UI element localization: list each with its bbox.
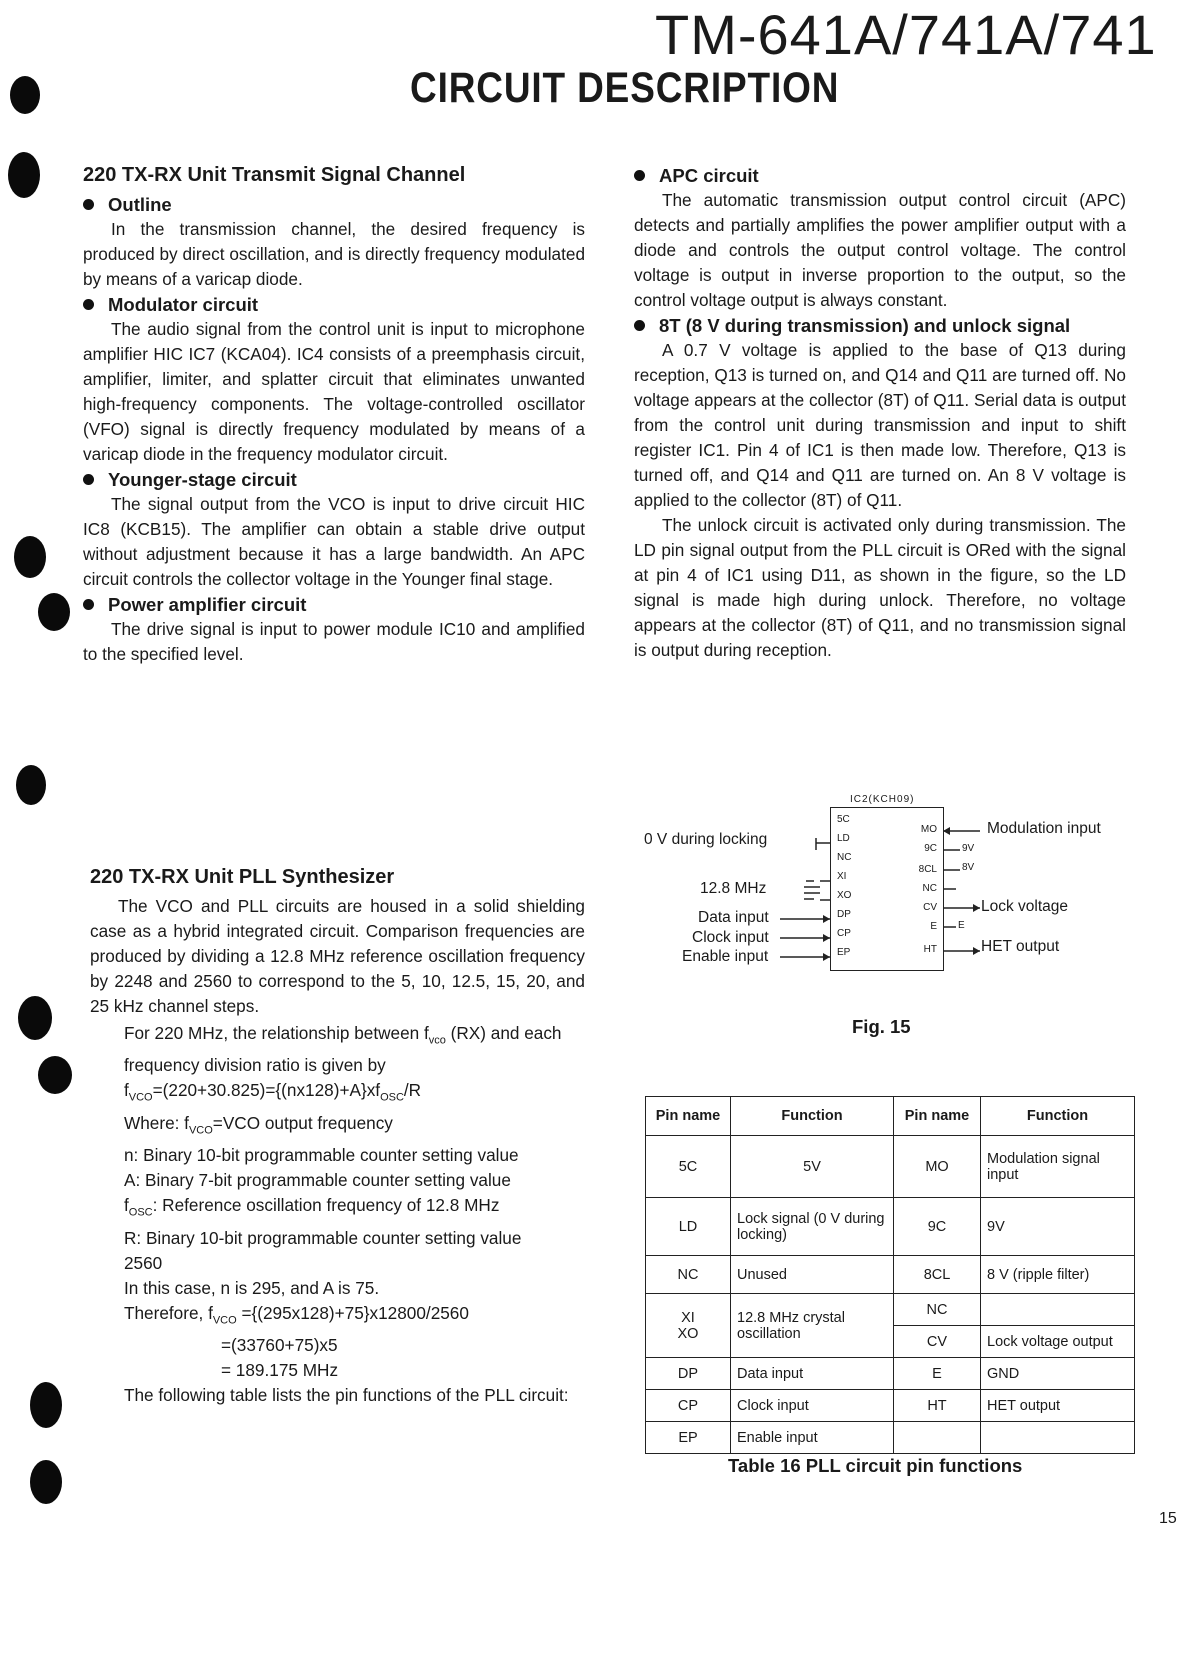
table-row: DP Data input E GND [646,1358,1135,1390]
left-column [83,163,585,667]
binder-hole-5 [16,765,46,805]
modulator-heading: Modulator circuit [83,292,585,317]
tx-heading: 220 TX-RX Unit Transmit Signal Channel [83,164,466,186]
pin-e: E [930,921,937,932]
formula-step2: =(33760+75)x5 [221,1335,338,1356]
table-row: LD Lock signal (0 V during locking) 9C 9V [646,1198,1135,1256]
formula-where: Where: $f_{VCO}=VCO$ output frequency [124,1112,393,1137]
bullet-icon [83,474,94,485]
formula-table-intro: The following table lists the pin functions of the PLL circuit: [124,1385,569,1406]
pll-text: The VCO and PLL circuits are housed in a solid shielding case as a hybrid integrated circuit. Comparison frequencies are produced by dividing a 12.8 MHz reference oscillation frequency by 2248 and 2560 to correspond to the 5, 10, 12.5, 15, 20, and 25 kHz channel steps. [90,896,585,1016]
header-pin-name-2: Pin name [894,1097,981,1136]
outline-text: In the transmission channel, the desired frequency is produced by direct oscillation, and is directly frequency modulated by means of a varicap diode. [83,219,585,289]
pin-cp: CP [837,928,851,939]
binder-hole-6 [18,996,52,1040]
formula-n: n: Binary 10-bit programmable counter setting value [124,1145,519,1166]
power-text: The drive signal is input to power module IC10 and amplified to the specified level. [83,619,585,664]
formula-a: A: Binary 7-bit programmable counter setting value [124,1170,511,1191]
header-function-2: Function [981,1097,1135,1136]
binder-hole-2 [8,152,40,198]
label-lock-voltage: Lock voltage [981,898,1069,915]
table-row: XI XO 12.8 MHz crystal oscillation NC [646,1294,1135,1326]
power-heading: Power amplifier circuit [83,592,585,617]
ic-label: IC2(KCH09) [850,794,915,805]
pll-section [90,865,585,1408]
label-clock-input: Clock input [692,929,769,946]
pll-heading: 220 TX-RX Unit PLL Synthesizer [90,866,395,888]
bullet-icon [634,170,645,181]
pin-mo: MO [920,824,937,835]
pin-ht: HT [923,944,937,955]
modulator-text: The audio signal from the control unit is input to microphone amplifier HIC IC7 (KCA04). IC4 consists of a preemphasis circuit, amplifier, limiter, and splatter circuit that eliminates unwanted high-frequency components. The voltage-controlled oscillator (VFO) signal is directly frequency modulated by means of a varicap diode in the frequency modulator circuit. [83,319,585,464]
header-pin-name: Pin name [646,1097,731,1136]
label-data-input: Data input [698,909,769,926]
unlock-heading: 8T (8 V during transmission) and unlock signal [634,313,1126,338]
label-9v: 9V [962,843,975,854]
table-row: CV Lock voltage output [646,1326,1135,1358]
pin-nc-left: NC [837,852,852,863]
table-row: 5C 5V MO Modulation signal input [646,1136,1135,1198]
label-het-output: HET output [981,938,1060,955]
younger-heading: Younger-stage circuit [83,467,585,492]
label-e: E [958,920,965,931]
pin-cv: CV [923,902,937,913]
younger-text: The signal output from the VCO is input to drive circuit HIC IC8 (KCB15). The amplifier can obtain a stable drive output without adjustment because it has a large bandwidth. An APC circuit controls the collector voltage in the Younger final stage. [83,494,585,589]
pin-8cl: 8CL [918,864,937,875]
pin-xi: XI [837,871,847,882]
binder-hole-3 [14,536,46,578]
table-caption: Table 16 PLL circuit pin functions [728,1455,1023,1476]
label-modulation-input: Modulation input [987,820,1101,837]
outline-heading: Outline [83,192,585,217]
table-row: EP Enable input [646,1422,1135,1454]
bullet-icon [634,320,645,331]
apc-heading: APC circuit [634,163,1126,188]
binder-hole-8 [30,1382,62,1428]
pin-xo: XO [837,890,852,901]
pin-ep: EP [837,947,851,958]
label-enable-input: Enable input [682,948,769,965]
table-row: NC Unused 8CL 8 V (ripple filter) [646,1256,1135,1294]
bullet-icon [83,199,94,210]
label-8v: 8V [962,862,975,873]
bullet-icon [83,299,94,310]
page-title: CIRCUIT DESCRIPTION [410,64,840,112]
unlock-text-2: The unlock circuit is activated only during transmission. The LD pin signal output from the PLL circuit is ORed with the signal at pin 4 of IC1 using D11, as shown in the figure, so the LD signal is made high during unlock. Therefore, no voltage appears at the collector (8T) of Q11, and no transmission signal is output during reception. [634,515,1126,660]
formula-r-value: 2560 [124,1252,163,1273]
header-function: Function [731,1097,894,1136]
formula-fosc: $f_{OSC}$: Reference oscillation frequency of 12.8 MHz [124,1195,500,1219]
bullet-icon [83,599,94,610]
label-12-8mhz: 12.8 MHz [700,880,767,897]
table-row: CP Clock input HT HET output [646,1390,1135,1422]
formula-r: R: Binary 10-bit programmable counter setting value [124,1227,522,1248]
model-number: TM-641A/741A/741 [655,3,1157,66]
figure-wiring [780,800,1160,980]
formula-case: In this case, n is 295, and A is 75. [124,1277,380,1298]
pll-formula-block [124,1021,585,1408]
formula-therefore: Therefore, $f_{VCO} =\{(295x128)+75\}x12800/2560$ [124,1302,469,1327]
binder-hole-7 [38,1056,72,1094]
figure-caption: Fig. 15 [852,1016,911,1037]
table-header-row [646,1097,1135,1136]
unlock-text-1: A 0.7 V voltage is applied to the base of Q13 during reception, Q13 is turned on, and Q14 and Q11 are turned off. No voltage appears at the collector (8T) of Q11. Serial data is output from the control unit during transmission and input to shift register IC1. Pin 4 of IC1 is then made low. Therefore, Q13 is turned off, and Q14 and Q11 are turned on. An 8 V voltage is applied to the collector (8T) of Q11. [634,340,1126,510]
pin-dp: DP [837,909,851,920]
pin-9c: 9C [924,843,937,854]
formula-result: = 189.175 MHz [221,1360,339,1381]
pin-5c: 5C [837,814,850,825]
page-number: 15 [1159,1510,1177,1527]
binder-hole-4 [38,593,70,631]
formula-intro: For 220 MHz, the relationship between $f_{vco}$ (RX) and each frequency division ratio is given by [124,1023,562,1076]
apc-text: The automatic transmission output control circuit (APC) detects and partially amplifies the power amplifier output with a diode and controls the output control voltage. The control voltage is output in inverse proportion to the output, so the control voltage output is always constant. [634,190,1126,310]
binder-hole-9 [30,1460,62,1504]
label-locking: 0 V during locking [644,831,768,848]
formula-main: $f_{VCO}=(220+30.825)=\{(nx128)+A\}xf_{OSC}/R$ [124,1080,422,1104]
pin-nc-right: NC [922,883,937,894]
right-column [634,163,1126,663]
pin-function-table [645,1096,1135,1454]
pin-ld: LD [837,833,850,844]
binder-hole-1 [10,76,40,114]
